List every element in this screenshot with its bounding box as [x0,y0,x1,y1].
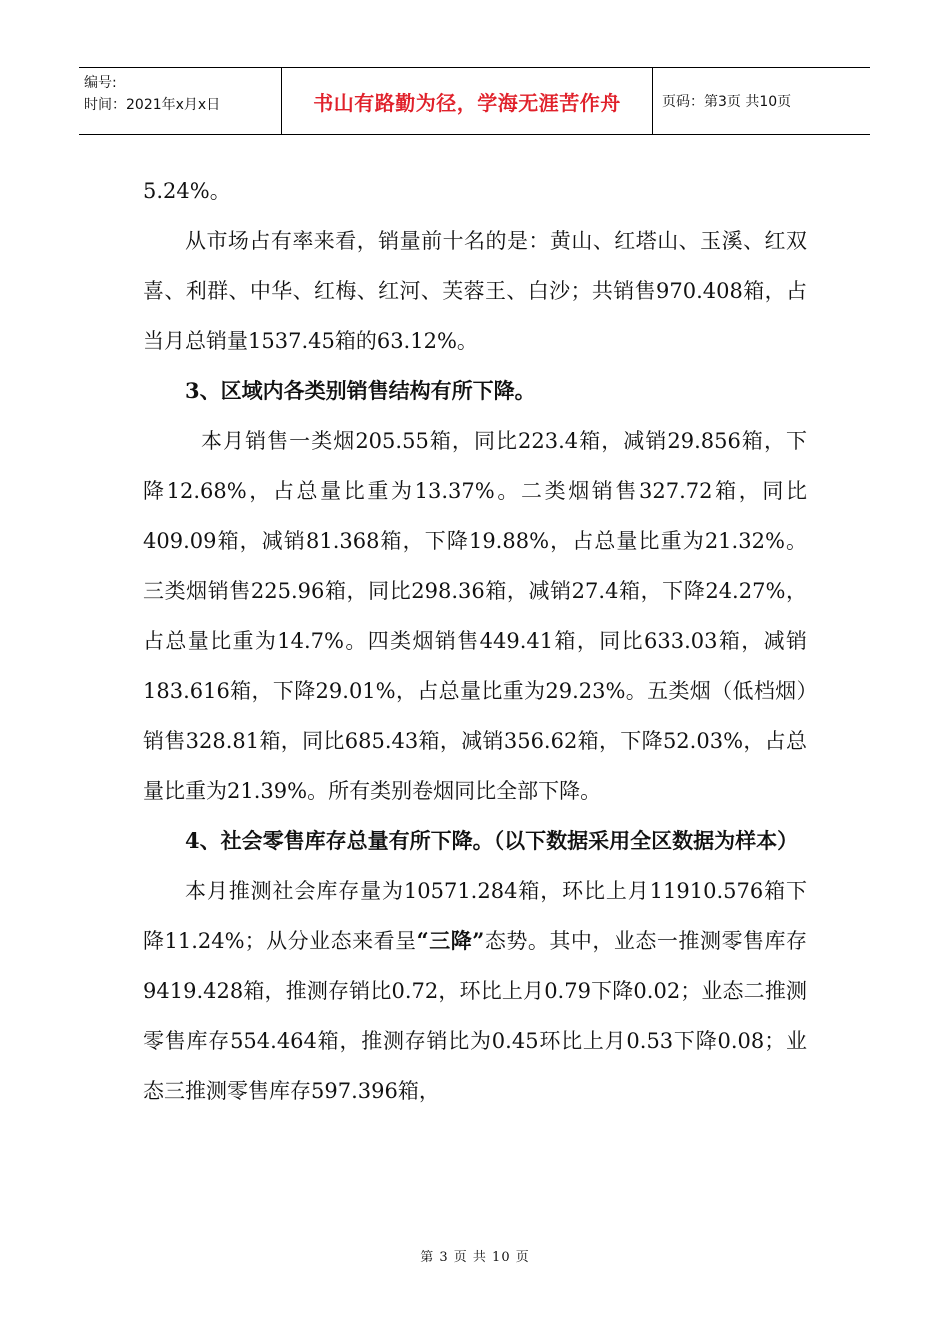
page-header [79,67,870,135]
document-number-label: 编号: [84,75,117,91]
three-decline-emphasis: “三降” [416,928,485,953]
paragraph-market-share: 从市场占有率来看，销量前十名的是：黄山、红塔山、玉溪、红双喜、利群、中华、红梅、红河、芙蓉王、白沙；共销售970.408箱，占当月总销量1537.45箱的63.12%。 [143,229,807,353]
inventory-text-b: 态势。其中，业态一推测零售库存9419.428箱，推测存销比0.72，环比上月0.79下降0.02；业态二推测零售库存554.464箱，推测存销比为0.45环比上月0.53下降0.08；业态三推测零售库存597.396箱， [143,929,807,1103]
page-footer: 第 3 页 共 10 页 [420,1250,530,1265]
paragraph-continuation: 5.24%。 [143,179,231,203]
document-date: 时间：2021年x月x日 [84,97,221,113]
section-heading-3: 3、区域内各类别销售结构有所下降。 [185,378,536,403]
paragraph-inventory [143,866,807,1116]
section-heading-4: 4、社会零售库存总量有所下降。（以下数据采用全区数据为样本） [185,828,799,853]
document-body [143,166,807,1116]
inventory-text-a: 本月推测社会库存量为10571.284箱，环比上月11910.576箱下降11.24%；从分业态来看呈 [143,879,807,953]
header-page-info: 页码：第3页 共10页 [662,94,792,110]
header-motto: 书山有路勤为径，学海无涯苦作舟 [282,68,653,134]
paragraph-category-sales: 本月销售一类烟205.55箱，同比223.4箱，减销29.856箱，下降12.68%，占总量比重为13.37%。二类烟销售327.72箱，同比409.09箱，减销81.368箱，下降19.88%，占总量比重为21.32%。三类烟销售225.96箱，同比298.36箱，减销27.4箱，下降24.27%，占总量比重为14.7%。四类烟销售449.41箱，同比633.03箱，减销183.616箱，下降29.01%，占总量比重为29.23%。五类烟（低档烟）销售328.81箱，同比685.43箱，减销356.62箱，下降52.03%，占总量比重为21.39%。所有类别卷烟同比全部下降。 [143,429,807,803]
header-meta [79,68,282,134]
